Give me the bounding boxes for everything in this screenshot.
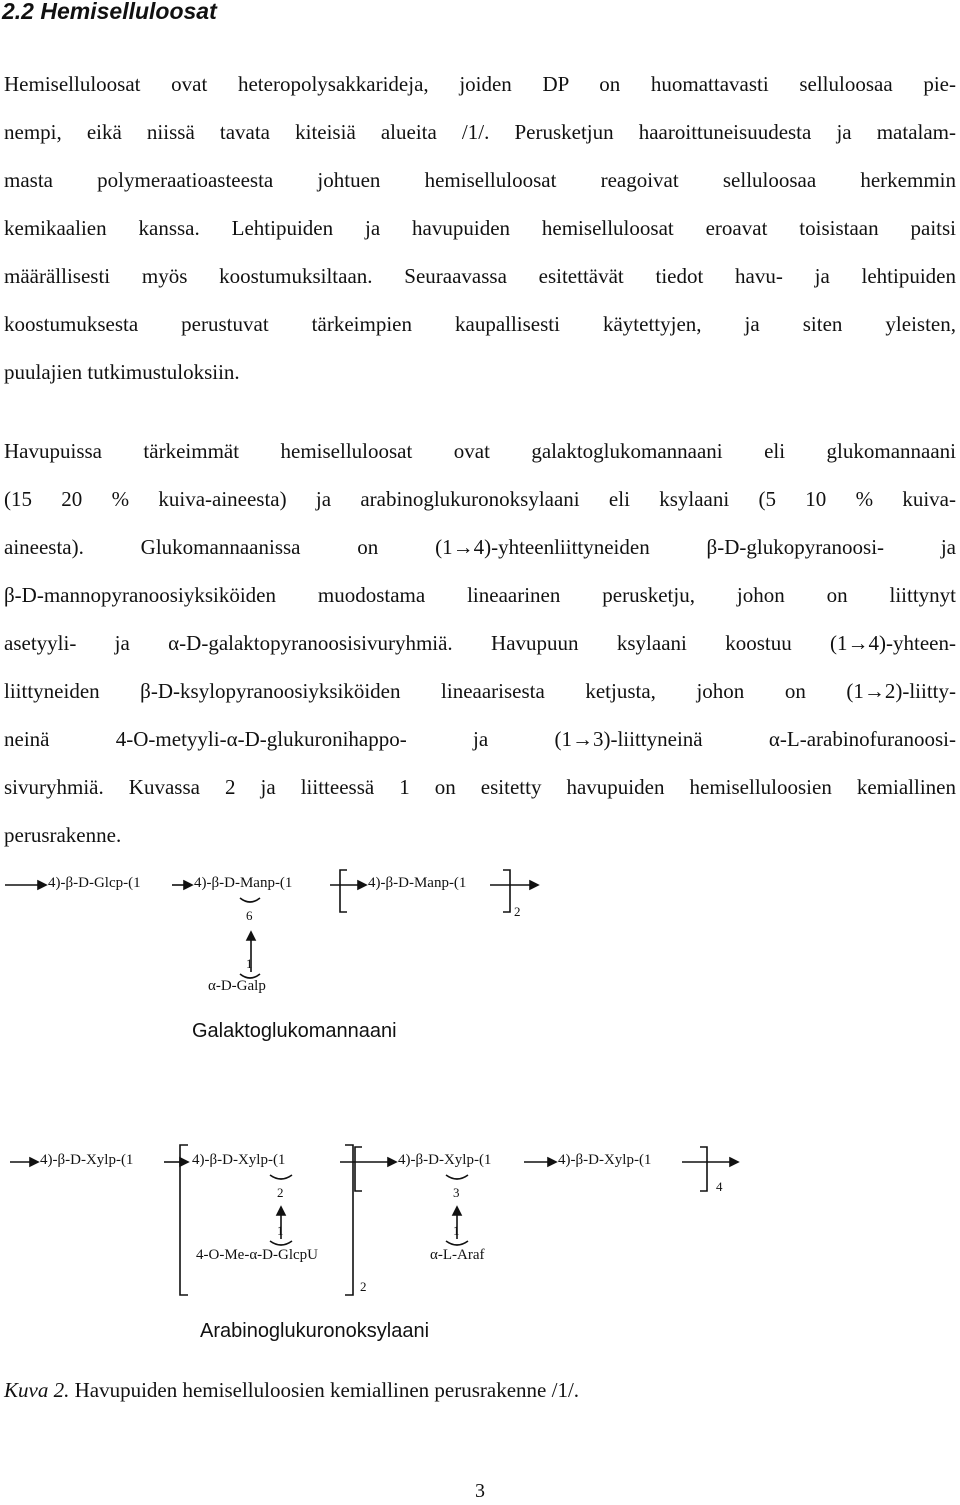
unit-man: 4)-β-D-Manp-(1 (194, 875, 293, 891)
text-line: Havupuissa tärkeimmät hemiselluloosat ovat galaktoglukomannaani eli glukomannaani (4, 439, 956, 463)
page-number: 3 (475, 1480, 485, 1502)
unit-xyl: 4)-β-D-Xylp-(1 (398, 1152, 492, 1168)
text-line: kemikaalien kanssa. Lehtipuiden ja havupuiden hemiselluloosat eroavat toisistaan paitsi (4, 216, 956, 240)
text-line: (15 20 % kuiva-aineesta) ja arabinoglukuronoksylaani eli ksylaani (5 10 % kuiva- (4, 487, 956, 511)
branch1-unit: 4-O-Me-α-D-GlcpU (196, 1247, 318, 1263)
text-line: määrällisesti myös koostumuksiltaan. Seuraavassa esitettävät tiedot havu- ja lehtipuiden (4, 264, 956, 288)
repeat-count: 2 (514, 904, 521, 919)
text-line: masta polymeraatioasteesta johtuen hemiselluloosat reagoivat selluloosaa herkemmin (4, 168, 956, 192)
figure-caption (4, 1378, 579, 1403)
branch1-position: 2 (277, 1185, 284, 1200)
branch2-unit: α-L-Araf (430, 1247, 485, 1263)
repeat-outer: 2 (360, 1279, 367, 1294)
paragraph-softwood (4, 427, 956, 859)
scheme-arrows (0, 860, 960, 1060)
text-line: puulajien tutkimustuloksiin. (4, 360, 240, 384)
unit-xyl: 4)-β-D-Xylp-(1 (192, 1152, 286, 1168)
unit-man-repeat: 4)-β-D-Manp-(1 (368, 875, 467, 891)
text-line: Hemiselluloosat ovat heteropolysakkarideja, joiden DP on huomattavasti selluloosaa pie- (4, 72, 956, 96)
text-line: aineesta). Glukomannaanissa on (1→4)-yhteenliittyneiden β-D-glukopyranoosi- ja (4, 535, 956, 559)
arabinoglucuronoxylan-scheme (0, 1135, 960, 1355)
repeat-inner: 4 (716, 1179, 723, 1194)
text-line: β-D-mannopyranoosiyksiköiden muodostama lineaarinen perusketju, johon on liittynyt (4, 583, 956, 607)
branch-link: 1 (246, 956, 253, 971)
text-line: sivuryhmiä. Kuvassa 2 ja liitteessä 1 on esitetty havupuiden hemiselluloosien kemiallinen (4, 775, 956, 799)
branch1-link: 1 (277, 1223, 284, 1238)
branch-unit: α-D-Galp (208, 978, 266, 994)
text-line: nempi, eikä niissä tavata kiteisiä alueita /1/. Perusketjun haaroittuneisuudesta ja matalam- (4, 120, 956, 144)
branch-position: 6 (246, 908, 253, 923)
unit-glc: 4)-β-D-Glcp-(1 (48, 875, 141, 891)
galactoglucomannan-scheme (0, 860, 960, 1060)
scheme-title: Galaktoglukomannaani (192, 1020, 397, 1042)
paragraph-intro (4, 60, 956, 396)
unit-xyl: 4)-β-D-Xylp-(1 (40, 1152, 134, 1168)
text-line: perusrakenne. (4, 823, 122, 847)
section-heading: 2.2 Hemiselluloosat (2, 0, 217, 24)
text-line: neinä 4-O-metyyli-α-D-glukuronihappo- ja (1→3)-liittyneinä α-L-arabinofuranoosi- (4, 727, 956, 751)
text-line: liittyneiden β-D-ksylopyranoosiyksiköiden lineaarisesta ketjusta, johon on (1→2)-liitty- (4, 679, 956, 703)
text-line: koostumuksesta perustuvat tärkeimpien kaupallisesti käytettyjen, ja siten yleisten, (4, 312, 956, 336)
caption-label: Kuva 2. (4, 1378, 70, 1402)
branch2-position: 3 (453, 1185, 460, 1200)
scheme-title: Arabinoglukuronoksylaani (200, 1320, 430, 1342)
branch2-link: 1 (453, 1223, 460, 1238)
unit-xyl: 4)-β-D-Xylp-(1 (558, 1152, 652, 1168)
caption-text: Havupuiden hemiselluloosien kemiallinen perusrakenne /1/. (69, 1378, 580, 1402)
text-line: asetyyli- ja α-D-galaktopyranoosisivuryhmiä. Havupuun ksylaani koostuu (1→4)-yhteen- (4, 631, 956, 655)
